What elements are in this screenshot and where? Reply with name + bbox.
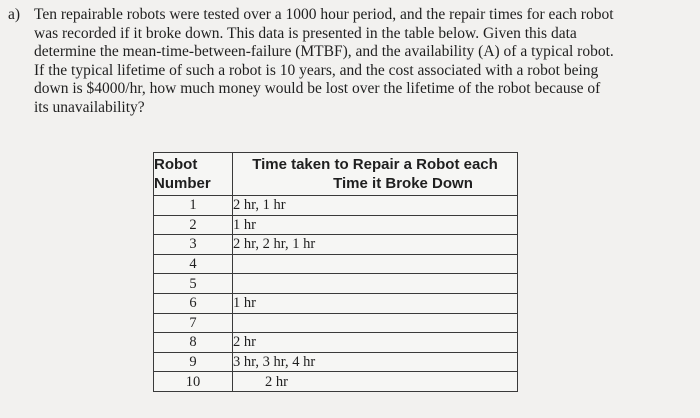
repair-times-cell: 2 hr, 2 hr, 1 hr [233, 235, 518, 255]
robot-number-cell: 3 [154, 235, 233, 255]
repair-times-cell: 3 hr, 3 hr, 4 hr [233, 352, 518, 372]
repair-times-cell [233, 274, 518, 294]
question-line: determine the mean-time-between-failure (MTBF), and the availability (A) of a typical robot. [34, 43, 614, 61]
question-line: was recorded if it broke down. This data is presented in the table below. Given this data [34, 24, 577, 42]
robot-number-cell: 7 [154, 313, 233, 333]
table-row [154, 333, 518, 353]
table-row [154, 196, 518, 216]
robot-number-cell: 10 [154, 372, 233, 392]
table-row [154, 313, 518, 333]
table-row [154, 235, 518, 255]
robot-number-cell: 9 [154, 352, 233, 372]
robot-number-header: Robot Number [154, 153, 233, 196]
table-row [154, 372, 518, 392]
question-line: Ten repairable robots were tested over a 1000 hour period, and the repair times for each robot [34, 6, 614, 23]
question-line: its unavailability? [34, 98, 145, 116]
robot-number-cell: 6 [154, 293, 233, 313]
repair-times-cell: 1 hr [233, 293, 518, 313]
robot-number-cell: 5 [154, 274, 233, 294]
repair-times-cell: 1 hr [233, 215, 518, 235]
robot-number-cell: 1 [154, 196, 233, 216]
repair-time-header: Time taken to Repair a Robot each Time it Broke Down [233, 153, 518, 196]
table-row [154, 293, 518, 313]
repair-times-cell: 2 hr [233, 372, 518, 392]
robot-number-cell: 4 [154, 254, 233, 274]
robot-number-cell: 2 [154, 215, 233, 235]
table-row [154, 274, 518, 294]
question-line: If the typical lifetime of such a robot is 10 years, and the cost associated with a robot being [34, 61, 599, 79]
table-header-row [154, 153, 518, 196]
repair-times-cell: 2 hr [233, 333, 518, 353]
repair-times-cell [233, 254, 518, 274]
repair-times-cell: 2 hr, 1 hr [233, 196, 518, 216]
table-row [154, 254, 518, 274]
table-row [154, 215, 518, 235]
table-row [154, 352, 518, 372]
repair-times-cell [233, 313, 518, 333]
question-label: a) [8, 6, 21, 23]
question-body [34, 6, 692, 118]
question-text [8, 6, 692, 118]
robot-number-cell: 8 [154, 333, 233, 353]
repair-times-table [153, 152, 518, 392]
question-line: down is $4000/hr, how much money would be lost over the lifetime of the robot because of [34, 80, 601, 98]
